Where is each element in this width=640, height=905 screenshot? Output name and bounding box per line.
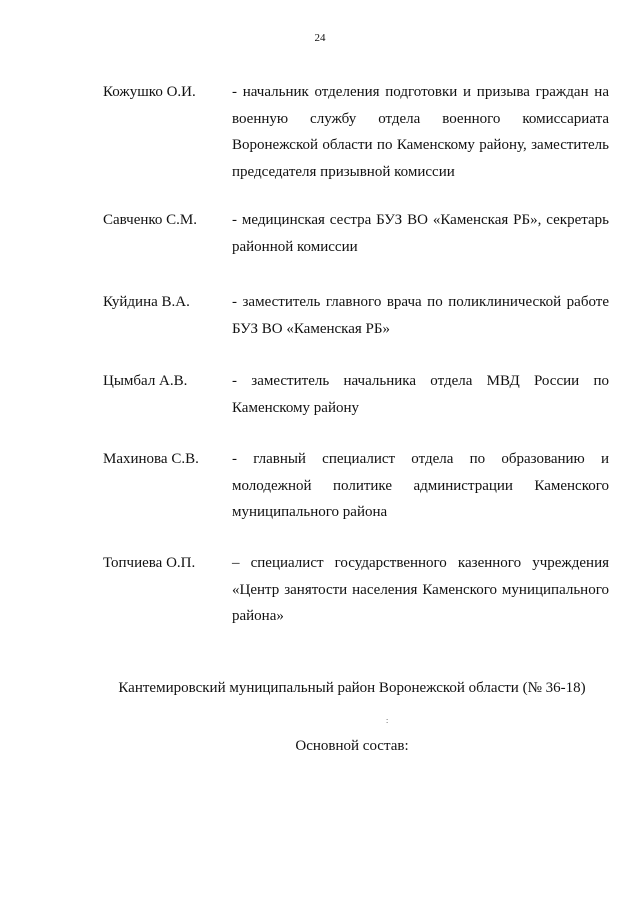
section-heading: Основной состав:	[295, 738, 409, 754]
member-name: Топчиева О.П.	[103, 555, 196, 571]
member-name: Савченко С.М.	[103, 212, 198, 228]
member-role: - начальник отделения подготовки и призыва граждан на военную службу отдела военного комиссариата Воронежской области по Каменскому району, заместитель председателя призывной комиссии	[232, 84, 609, 180]
member-role: - заместитель начальника отдела МВД России по Каменскому району	[232, 373, 609, 416]
member-name: Цымбал А.В.	[103, 373, 188, 389]
member-name: Куйдина В.А.	[103, 294, 190, 310]
member-role: - заместитель главного врача по поликлинической работе БУЗ ВО «Каменская РБ»	[232, 294, 609, 337]
member-role: - медицинская сестра БУЗ ВО «Каменская РБ», секретарь районной комиссии	[232, 212, 609, 255]
member-name: Кожушко О.И.	[103, 84, 196, 100]
stray-mark: :	[386, 716, 389, 725]
district-heading: Кантемировский муниципальный район Воронежской области (№ 36-18)	[118, 680, 586, 696]
member-role: - главный специалист отдела по образованию и молодежной политике администрации Каменского муниципального района	[232, 451, 609, 520]
member-role: – специалист государственного казенного учреждения «Центр занятости населения Каменского муниципального района»	[232, 555, 609, 624]
member-name: Махинова С.В.	[103, 451, 199, 467]
page-number: 24	[314, 32, 326, 44]
